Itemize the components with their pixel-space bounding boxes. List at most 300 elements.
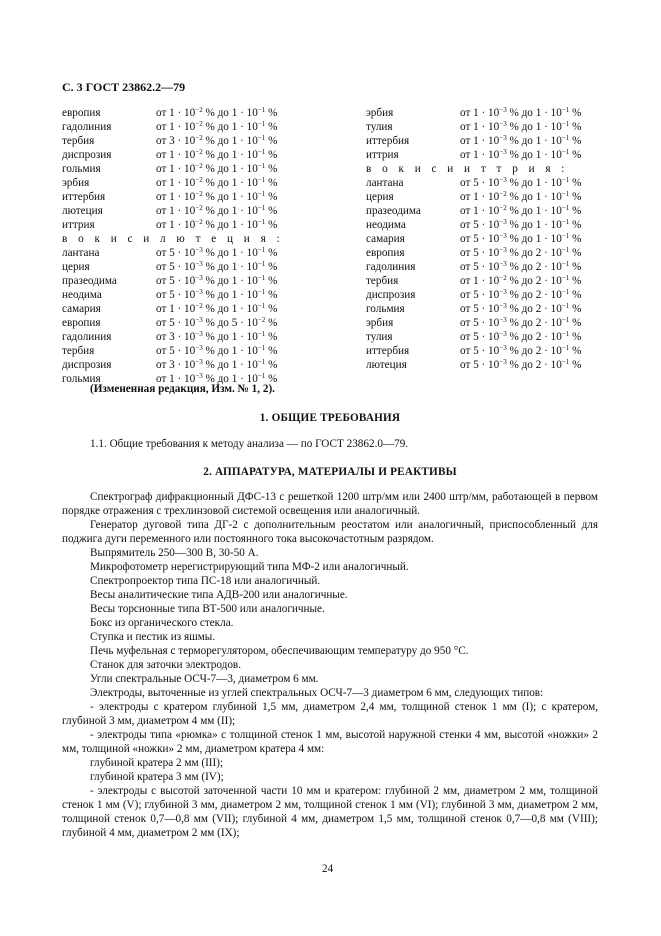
range-to: 1 · 10 [535,205,562,217]
range-from: 5 · 10 [473,177,500,189]
element-name: иттрия [62,219,95,231]
range-to-exponent: −1 [257,162,266,170]
concentration-row [62,260,312,274]
word-pct: % [572,247,582,259]
section2-paragraph: Угли спектральные ОСЧ-7—3, диаметром 6 мм. [90,673,319,685]
concentration-range [156,106,277,120]
word-pct-to: % до [205,331,229,343]
word-from: от [460,107,471,119]
range-from: 1 · 10 [473,191,500,203]
range-to: 2 · 10 [535,317,562,329]
word-pct-to: % до [509,177,533,189]
concentration-range [460,106,581,120]
left-list-bottom [62,246,312,386]
range-from: 1 · 10 [169,149,196,161]
range-to: 1 · 10 [535,233,562,245]
range-from-exponent: −3 [195,344,203,352]
right-list-bottom [366,176,616,372]
concentration-range [156,246,277,260]
range-from-exponent: −2 [499,190,507,198]
element-name: гадолиния [62,121,112,133]
concentration-row [62,134,312,148]
range-to: 1 · 10 [231,135,258,147]
word-pct: % [572,359,582,371]
concentration-row [366,134,616,148]
word-pct: % [268,107,278,119]
range-from-exponent: −2 [499,204,507,212]
word-pct-to: % до [205,345,229,357]
element-name: лютеция [62,205,103,217]
range-from-exponent: −3 [499,358,507,366]
word-from: от [460,331,471,343]
word-pct-to: % до [205,261,229,273]
concentration-row [366,232,616,246]
word-from: от [156,135,167,147]
concentration-row [62,176,312,190]
word-pct: % [268,121,278,133]
range-to: 1 · 10 [231,149,258,161]
range-to-exponent: −1 [257,190,266,198]
range-to-exponent: −1 [561,148,570,156]
word-pct-to: % до [205,135,229,147]
range-to: 2 · 10 [535,275,562,287]
concentration-range [156,302,277,316]
range-from: 5 · 10 [473,303,500,315]
word-pct: % [268,149,278,161]
range-to-exponent: −1 [257,246,266,254]
range-to: 1 · 10 [231,345,258,357]
concentration-range [156,148,277,162]
range-from: 3 · 10 [169,135,196,147]
range-to-exponent: −1 [561,190,570,198]
range-from: 5 · 10 [473,219,500,231]
range-from-exponent: −3 [195,316,203,324]
word-pct-to: % до [205,177,229,189]
range-to-exponent: −1 [257,176,266,184]
concentration-row [62,288,312,302]
word-pct-to: % до [509,121,533,133]
range-from-exponent: −3 [499,316,507,324]
element-name: неодима [62,289,102,301]
section2-paragraph: Бокс из органического стекла. [90,617,234,629]
word-from: от [460,149,471,161]
concentration-range [156,162,277,176]
right-oxide-heading: в о к и с и и т т р и я : [366,163,569,175]
concentration-range [460,148,581,162]
concentration-row [62,106,312,120]
range-to-exponent: −1 [561,232,570,240]
word-pct: % [572,289,582,301]
range-to-exponent: −1 [561,106,570,114]
word-from: от [460,359,471,371]
word-from: от [156,149,167,161]
range-from-exponent: −3 [499,218,507,226]
range-from-exponent: −3 [499,176,507,184]
word-pct: % [268,359,278,371]
section2-paragraph: глубиной кратера 2 мм (III); [90,757,224,769]
concentration-range [460,190,581,204]
word-pct-to: % до [205,107,229,119]
range-from-exponent: −2 [195,190,203,198]
word-from: от [156,331,167,343]
element-name: диспрозия [62,359,112,371]
concentration-range [156,274,277,288]
range-to: 2 · 10 [535,303,562,315]
word-pct: % [572,233,582,245]
section2-paragraph: Спектропроектор типа ПС-18 или аналогичный. [90,575,321,587]
concentration-range [460,176,581,190]
range-to: 1 · 10 [231,359,258,371]
word-from: от [156,359,167,371]
word-pct: % [268,345,278,357]
range-to-exponent: −1 [257,148,266,156]
word-pct: % [268,163,278,175]
range-from-exponent: −2 [195,162,203,170]
concentration-row [366,260,616,274]
element-name: самария [62,303,101,315]
section2-paragraph: Микрофотометр нерегистрирующий типа МФ-2 или аналогичный. [90,561,409,573]
element-name: лантана [62,247,100,259]
range-to: 1 · 10 [535,219,562,231]
concentration-range [460,330,581,344]
word-pct-to: % до [205,275,229,287]
concentration-row [62,120,312,134]
word-pct: % [572,177,582,189]
concentration-row [62,218,312,232]
word-pct-to: % до [205,359,229,371]
word-from: от [460,275,471,287]
word-from: от [460,219,471,231]
word-pct-to: % до [205,373,229,385]
concentration-row [366,190,616,204]
word-pct-to: % до [205,121,229,133]
word-pct: % [268,303,278,315]
range-to: 1 · 10 [231,303,258,315]
word-pct-to: % до [509,289,533,301]
range-from: 5 · 10 [169,289,196,301]
word-pct: % [268,205,278,217]
range-from-exponent: −3 [195,288,203,296]
range-to-exponent: −1 [561,204,570,212]
concentration-row [366,344,616,358]
word-from: от [460,317,471,329]
word-from: от [156,303,167,315]
range-to-exponent: −1 [257,302,266,310]
section2-paragraph: Генератор дуговой типа ДГ-2 с дополнительным реостатом или аналогичный, приспособленный для поджига дуги переменного или постоянного тока высокочастотным разрядом. [62,519,598,545]
range-from: 5 · 10 [473,247,500,259]
section2-paragraph: глубиной кратера 3 мм (IV); [90,771,224,783]
range-to: 1 · 10 [231,205,258,217]
word-from: от [460,121,471,133]
word-from: от [156,275,167,287]
word-pct: % [572,345,582,357]
range-to-exponent: −1 [561,246,570,254]
element-name: диспрозия [62,149,112,161]
word-from: от [156,191,167,203]
range-from-exponent: −3 [195,246,203,254]
range-to-exponent: −1 [561,260,570,268]
word-from: от [156,163,167,175]
concentration-range [460,204,581,218]
range-to-exponent: −1 [257,344,266,352]
word-from: от [156,289,167,301]
range-from-exponent: −2 [195,176,203,184]
range-from-exponent: −3 [499,260,507,268]
element-name: иттербия [62,191,106,203]
word-pct: % [268,275,278,287]
concentration-range [460,344,581,358]
range-to: 2 · 10 [535,359,562,371]
word-from: от [460,135,471,147]
concentration-range [460,218,581,232]
range-to: 1 · 10 [535,191,562,203]
word-pct-to: % до [509,205,533,217]
range-to: 2 · 10 [535,289,562,301]
concentration-range [460,302,581,316]
element-name: иттербия [366,135,410,147]
range-to: 1 · 10 [231,261,258,273]
word-from: от [156,107,167,119]
word-pct: % [572,149,582,161]
element-name: лютеция [366,359,407,371]
word-pct: % [268,247,278,259]
element-name: церия [62,261,90,273]
element-name: церия [366,191,394,203]
range-to-exponent: −1 [257,120,266,128]
concentration-range [460,134,581,148]
section2-paragraph: - электроды с высотой заточенной части 10 мм и кратером: глубиной 2 мм, диаметром 2 мм, толщиной стенок 1 мм (V); глубиной 3 мм, диаметром 2 мм, толщиной стенок 1 мм (VI); глубиной 3 мм, диаметром 2 мм, толщиной стенок 0,7—0,8 мм (VII); глубиной 4 мм, диаметром 1,5 мм, толщиной стенок 0,7—0,8 мм (VIII); глубиной 4 мм, диаметром 2 мм (IX); [62,785,598,839]
range-from: 5 · 10 [473,359,500,371]
range-to: 1 · 10 [231,177,258,189]
section1-title: 1. ОБЩИЕ ТРЕБОВАНИЯ [259,412,401,424]
right-column [366,106,616,372]
range-to-exponent: −1 [257,358,266,366]
word-pct: % [572,275,582,287]
range-from-exponent: −3 [195,274,203,282]
range-to: 1 · 10 [231,107,258,119]
changes-note: (Измененная редакция, Изм. № 1, 2). [90,383,275,395]
left-column [62,106,312,386]
range-to-exponent: −2 [257,316,266,324]
section2-body [62,490,598,840]
section2-paragraph: Выпрямитель 250—300 В, 30-50 А. [90,547,259,559]
concentration-row [62,190,312,204]
concentration-row [366,218,616,232]
element-name: гольмия [366,303,405,315]
word-pct-to: % до [509,261,533,273]
range-from: 1 · 10 [473,135,500,147]
element-name: тербия [366,275,399,287]
range-to-exponent: −1 [561,134,570,142]
word-pct: % [572,205,582,217]
word-from: от [460,205,471,217]
word-pct-to: % до [509,149,533,161]
element-name: тулия [366,331,393,343]
concentration-row [366,204,616,218]
word-pct: % [268,317,278,329]
concentration-row [62,316,312,330]
element-name: диспрозия [366,289,416,301]
concentration-row [62,344,312,358]
range-to: 1 · 10 [535,107,562,119]
section2-paragraph: - электроды типа «рюмка» с толщиной стенок 1 мм, высотой наружной стенки 4 мм, высотой «ножки» 2 мм, толщиной «ножки» 2 мм, диаметром кратера 4 мм: [62,729,598,755]
concentration-row [366,288,616,302]
word-from: от [460,247,471,259]
page-number: 24 [322,863,334,875]
range-from-exponent: −2 [195,148,203,156]
range-from-exponent: −3 [195,330,203,338]
section2-paragraph: - электроды с кратером глубиной 1,5 мм, диаметром 2,4 мм, толщиной стенок 1 мм (I); с кратером, глубиной 3 мм, диаметром 4 мм (II); [62,701,598,727]
range-from-exponent: −3 [195,372,203,380]
range-to: 1 · 10 [231,191,258,203]
concentration-range [156,344,277,358]
range-from: 5 · 10 [473,331,500,343]
element-name: европия [366,247,405,259]
range-to: 1 · 10 [231,331,258,343]
range-to: 1 · 10 [231,121,258,133]
word-pct-to: % до [509,331,533,343]
range-to-exponent: −1 [561,316,570,324]
word-from: от [460,191,471,203]
word-pct-to: % до [509,317,533,329]
concentration-range [156,288,277,302]
page-header: С. 3 ГОСТ 23862.2—79 [62,80,186,94]
section1-paragraph: 1.1. Общие требования к методу анализа — по ГОСТ 23862.0—79. [90,438,409,450]
range-from: 1 · 10 [169,373,196,385]
word-pct: % [572,317,582,329]
range-to-exponent: −1 [561,344,570,352]
range-from-exponent: −2 [195,134,203,142]
concentration-row [366,316,616,330]
word-from: от [156,317,167,329]
element-name: эрбия [366,107,394,119]
word-pct: % [268,261,278,273]
word-pct: % [268,219,278,231]
range-from-exponent: −2 [195,302,203,310]
range-to: 1 · 10 [231,163,258,175]
concentration-row [366,274,616,288]
range-from-exponent: −3 [499,232,507,240]
element-name: неодима [366,219,406,231]
word-from: от [156,121,167,133]
range-to: 1 · 10 [535,149,562,161]
element-name: празеодима [62,275,117,287]
range-to: 1 · 10 [535,177,562,189]
word-pct-to: % до [205,219,229,231]
concentration-row [62,162,312,176]
concentration-range [460,316,581,330]
range-to-exponent: −1 [561,218,570,226]
range-from-exponent: −3 [499,344,507,352]
word-from: от [156,373,167,385]
concentration-row [366,148,616,162]
range-to: 5 · 10 [231,317,258,329]
range-from: 3 · 10 [169,331,196,343]
range-from: 1 · 10 [169,107,196,119]
word-pct-to: % до [509,219,533,231]
range-from-exponent: −3 [499,302,507,310]
concentration-range [460,246,581,260]
element-name: иттрия [366,149,399,161]
range-to-exponent: −1 [257,330,266,338]
word-pct-to: % до [509,345,533,357]
range-to: 1 · 10 [535,135,562,147]
word-pct: % [572,303,582,315]
element-name: тербия [62,135,95,147]
word-pct: % [572,331,582,343]
word-pct-to: % до [509,275,533,287]
range-from-exponent: −3 [499,288,507,296]
range-from-exponent: −3 [499,330,507,338]
range-from: 1 · 10 [169,303,196,315]
range-from: 5 · 10 [473,317,500,329]
element-name: эрбия [62,177,90,189]
element-name: празеодима [366,205,421,217]
range-from: 5 · 10 [169,247,196,259]
word-pct-to: % до [205,191,229,203]
range-to-exponent: −1 [257,204,266,212]
range-to-exponent: −1 [257,218,266,226]
range-to-exponent: −1 [561,330,570,338]
word-pct: % [572,121,582,133]
element-name: гадолиния [62,331,112,343]
left-list-top [62,106,312,232]
concentration-range [156,358,277,372]
range-from-exponent: −3 [499,148,507,156]
range-from-exponent: −2 [195,120,203,128]
range-from: 1 · 10 [169,121,196,133]
word-pct: % [572,135,582,147]
range-to: 1 · 10 [231,289,258,301]
concentration-range [460,274,581,288]
range-from: 1 · 10 [169,163,196,175]
range-to-exponent: −1 [561,288,570,296]
word-from: от [460,303,471,315]
word-pct-to: % до [509,233,533,245]
concentration-range [460,288,581,302]
concentration-range [156,204,277,218]
range-from: 1 · 10 [169,191,196,203]
word-pct-to: % до [509,247,533,259]
right-list-top [366,106,616,162]
element-name: лантана [366,177,404,189]
word-pct: % [572,219,582,231]
word-pct-to: % до [509,359,533,371]
range-from: 5 · 10 [473,261,500,273]
concentration-range [460,358,581,372]
range-from: 5 · 10 [473,289,500,301]
concentration-row [62,246,312,260]
range-to: 2 · 10 [535,331,562,343]
range-to-exponent: −1 [257,260,266,268]
section2-paragraph: Ступка и пестик из яшмы. [90,631,216,643]
range-from: 1 · 10 [169,219,196,231]
range-from: 1 · 10 [169,177,196,189]
word-pct-to: % до [509,191,533,203]
word-pct-to: % до [205,205,229,217]
concentration-range [156,190,277,204]
concentration-row [366,106,616,120]
element-name: тулия [366,121,393,133]
range-to-exponent: −1 [561,176,570,184]
range-to-exponent: −1 [561,274,570,282]
range-from-exponent: −3 [499,120,507,128]
concentration-row [62,148,312,162]
range-to: 1 · 10 [231,219,258,231]
range-from-exponent: −3 [195,260,203,268]
range-to: 1 · 10 [231,247,258,259]
concentration-range [156,218,277,232]
